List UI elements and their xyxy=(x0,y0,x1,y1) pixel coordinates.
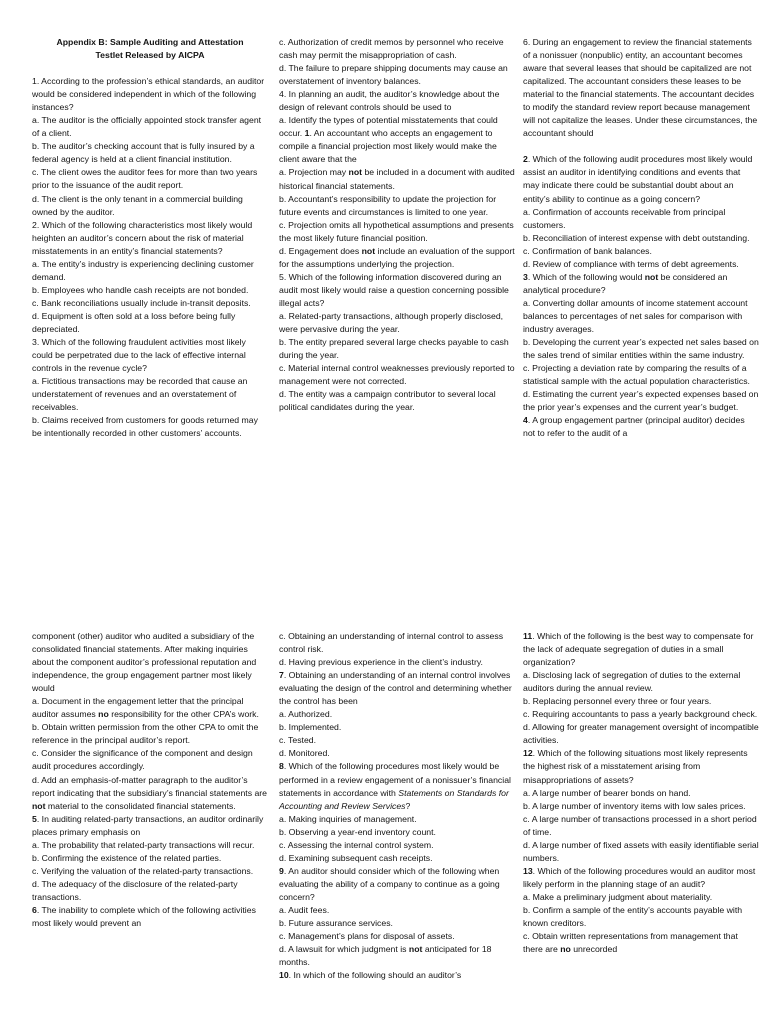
text-run: a. Making inquiries of management. xyxy=(279,813,417,824)
bold-text: 12 xyxy=(523,748,533,759)
text-run: d. Allowing for greater management oversight of incompatible activities. xyxy=(523,722,759,746)
text-run: b. Replacing personnel every three or four years. xyxy=(523,696,712,707)
text-line xyxy=(32,114,268,140)
text-line xyxy=(32,310,268,336)
text-run: c. The client owes the auditor fees for more than two years prior to the issuance of the audit report. xyxy=(32,167,258,191)
text-run: d. The entity was a campaign contributor to several local political candidates during the year. xyxy=(279,389,496,413)
text-run: d. Engagement does xyxy=(279,245,362,256)
text-line xyxy=(523,414,759,440)
bold-text: 3 xyxy=(523,271,528,282)
text-run: d. Review of compliance with terms of debt agreements. xyxy=(523,258,739,269)
text-line xyxy=(523,630,759,669)
text-line xyxy=(523,865,759,891)
text-line xyxy=(523,800,759,813)
text-run: a. Fictitious transactions may be recorded that cause an understatement of revenues and an overstatement of receivables. xyxy=(32,376,248,413)
bold-text: no xyxy=(560,944,571,955)
text-line xyxy=(279,852,515,865)
text-line xyxy=(32,219,268,258)
text-run: c. Bank reconciliations usually include in-transit deposits. xyxy=(32,297,251,308)
text-line xyxy=(523,297,759,336)
text-line xyxy=(279,166,515,192)
text-line xyxy=(279,630,515,656)
text-run: a. Document in the engagement letter that the principal auditor assumes xyxy=(32,696,244,720)
text-line xyxy=(523,695,759,708)
text-line xyxy=(32,774,268,813)
text-run: b. Reconciliation of interest expense with debt outstanding. xyxy=(523,232,750,243)
column-1-bottom xyxy=(32,630,268,930)
text-line xyxy=(32,375,268,414)
column-2-top xyxy=(279,36,515,414)
text-line xyxy=(32,813,268,839)
text-run: b. Employees who handle cash receipts are not bonded. xyxy=(32,284,249,295)
text-line xyxy=(32,193,268,219)
text-run: b. Confirm a sample of the entity’s accounts payable with known creditors. xyxy=(523,904,743,929)
text-run: b. Confirming the existence of the related parties. xyxy=(32,852,222,863)
text-run: d. The client is the only tenant in a commercial building owned by the auditor. xyxy=(32,193,243,217)
column-3-bottom xyxy=(523,630,759,956)
text-line xyxy=(523,245,759,258)
text-line xyxy=(523,708,759,721)
text-line xyxy=(32,297,268,310)
text-line xyxy=(523,388,759,414)
column-1-top xyxy=(32,36,268,440)
page-title: Appendix B: Sample Auditing and Attestation Testlet Released by AICPA xyxy=(56,37,244,61)
text-line xyxy=(279,734,515,747)
text-line xyxy=(32,630,268,695)
bold-text: not xyxy=(644,271,659,282)
text-run: b. Developing the current year’s expected net sales based on the sales trend of similar entities within the same industry. xyxy=(523,337,759,361)
text-line xyxy=(279,245,515,271)
text-run: d. The failure to prepare shipping documents may cause an overstatement of inventory balances. xyxy=(279,63,508,87)
text-run: d. Equipment is often sold at a loss before being fully depreciated. xyxy=(32,310,236,334)
text-line xyxy=(32,721,268,747)
text-line xyxy=(32,904,268,930)
text-run: b. The auditor’s checking account that is fully insured by a federal agency is held at a client financial institution. xyxy=(32,141,255,165)
text-line xyxy=(279,656,515,669)
text-run: a. Authorized. xyxy=(279,709,333,720)
bold-text: 8 xyxy=(279,761,284,772)
column-3-top xyxy=(523,36,759,440)
text-line xyxy=(32,414,268,440)
bold-text: not xyxy=(408,944,423,955)
text-run: component (other) auditor who audited a subsidiary of the consolidated financial statements. After making inquiries about the component auditor’s professional reputation and independence, the group engagement partner most likely would xyxy=(32,631,257,694)
text-line xyxy=(279,747,515,760)
text-run: . Which of the following would xyxy=(527,271,645,282)
text-run: material to the consolidated financial statements. xyxy=(45,800,236,811)
text-run: 3. Which of the following fraudulent activities most likely could be perpetrated due to the lack of effective internal controls in the revenue cycle? xyxy=(32,337,246,374)
text-line xyxy=(523,787,759,800)
text-line xyxy=(523,930,759,956)
column-1-bottom-text xyxy=(32,630,268,930)
text-line xyxy=(523,747,759,786)
text-line xyxy=(32,747,268,773)
text-run: . Obtaining an understanding of an internal control involves evaluating the design of the control and determining whether the control has been xyxy=(279,670,512,707)
text-line xyxy=(279,708,515,721)
text-run: 1. According to the profession’s ethical standards, an auditor would be considered independent in which of the following instances? xyxy=(32,76,265,113)
bold-text: 9 xyxy=(279,865,284,876)
text-line xyxy=(279,760,515,812)
text-run: b. Claims received from customers for goods returned may be intentionally recorded in other customers’ accounts. xyxy=(32,415,258,439)
bold-text: 10 xyxy=(279,970,289,981)
text-run: be considered an analytical procedure? xyxy=(523,271,728,295)
bold-text: 6 xyxy=(32,904,37,915)
text-line xyxy=(279,193,515,219)
text-run: c. Authorization of credit memos by personnel who receive cash may permit the misappropriation of cash. xyxy=(279,37,504,61)
text-run: anticipated for 18 months. xyxy=(279,944,492,968)
bold-text: not xyxy=(32,800,46,811)
text-line xyxy=(279,336,515,362)
text-line xyxy=(32,852,268,865)
text-run: . Which of the following situations most likely represents the highest risk of a misstatement arising from misappropriations of assets? xyxy=(523,748,748,785)
text-line xyxy=(279,62,515,88)
text-run: responsibility for the other CPA’s work. xyxy=(108,709,259,720)
text-line xyxy=(523,904,759,930)
text-run: c. Assessing the internal control system. xyxy=(279,839,434,850)
text-run: include an evaluation of the support for the assumptions underlying the projection. xyxy=(279,245,515,269)
text-run: c. Requiring accountants to pass a yearly background check. xyxy=(523,709,758,720)
text-line xyxy=(523,891,759,904)
text-run: d. Monitored. xyxy=(279,748,330,759)
text-line xyxy=(523,271,759,297)
text-run: a. A large number of bearer bonds on hand. xyxy=(523,787,691,798)
text-run: d. Estimating the current year’s expected expenses based on the prior year’s expenses and the current year’s budget. xyxy=(523,389,759,413)
text-run: . Which of the following is the best way to compensate for the lack of adequate segregation of duties in a small organization? xyxy=(523,631,754,668)
text-run: d. A large number of fixed assets with easily identifiable serial numbers. xyxy=(523,839,759,863)
text-run: b. Obtain written permission from the other CPA to omit the reference in the principal auditor’s report. xyxy=(32,722,259,746)
text-line xyxy=(523,813,759,839)
text-run: c. Obtain written representations from management that there are xyxy=(523,931,738,955)
column-3-top-text xyxy=(523,153,759,440)
text-run: a. Related-party transactions, although properly disclosed, were pervasive during the year. xyxy=(279,310,504,335)
bold-text: 13 xyxy=(523,865,533,876)
text-line xyxy=(279,826,515,839)
bold-text: not xyxy=(361,245,376,256)
text-run: be included in a document with audited historical financial statements. xyxy=(279,167,515,191)
text-run: b. Implemented. xyxy=(279,722,342,733)
text-run: a. Audit fees. xyxy=(279,904,330,915)
text-run: a. Confirmation of accounts receivable from principal customers. xyxy=(523,206,726,230)
text-run: ? xyxy=(405,800,411,811)
text-run: unrecorded xyxy=(570,944,618,955)
text-line xyxy=(279,669,515,708)
text-run: . An auditor should consider which of the following when evaluating the ability of a company to continue as a going concern? xyxy=(279,865,500,902)
text-line xyxy=(279,271,515,310)
text-line xyxy=(32,75,268,114)
text-line xyxy=(279,114,515,166)
text-run: 2. Which of the following characteristics most likely would heighten an auditor’s concern about the risk of material misstatements in an entity’s financial statements? xyxy=(32,219,253,256)
text-line xyxy=(279,839,515,852)
text-run: c. Obtaining an understanding of internal control to assess control risk. xyxy=(279,631,504,655)
text-line xyxy=(523,669,759,695)
bold-text: 7 xyxy=(279,670,284,681)
text-line xyxy=(279,943,515,969)
text-line xyxy=(32,865,268,878)
text-run: b. Future assurance services. xyxy=(279,918,393,929)
bold-text: 4 xyxy=(523,415,528,426)
text-run: c. Confirmation of bank balances. xyxy=(523,245,652,256)
text-run: b. The entity prepared several large checks payable to cash during the year. xyxy=(279,337,509,361)
text-line xyxy=(279,917,515,930)
text-run: a. Make a preliminary judgment about materiality. xyxy=(523,891,713,902)
text-run: d. Examining subsequent cash receipts. xyxy=(279,852,433,863)
text-line xyxy=(279,813,515,826)
column-2-top-text xyxy=(279,36,515,414)
text-line xyxy=(32,284,268,297)
text-line xyxy=(523,362,759,388)
text-run: b. A large number of inventory items with low sales prices. xyxy=(523,800,746,811)
text-run: a. The auditor is the officially appointed stock transfer agent of a client. xyxy=(32,115,262,139)
text-run: . A group engagement partner (principal auditor) decides not to refer to the audit of a xyxy=(523,415,745,439)
text-line xyxy=(523,153,759,205)
text-line xyxy=(523,721,759,747)
text-line xyxy=(279,388,515,414)
text-line xyxy=(523,336,759,362)
text-run: . In auditing related-party transactions, an auditor ordinarily places primary emphasis on xyxy=(32,813,264,837)
text-run: a. The entity’s industry is experiencing declining customer demand. xyxy=(32,258,254,282)
text-run: c. A large number of transactions processed in a short period of time. xyxy=(523,813,757,837)
text-run: a. The probability that related-party transactions will recur. xyxy=(32,839,255,850)
text-run: d. Add an emphasis-of-matter paragraph to the auditor’s report indicating that the subsidiary’s financial statements are xyxy=(32,774,268,798)
text-run: c. Projection omits all hypothetical assumptions and presents the most likely future financial position. xyxy=(279,219,514,243)
text-run: c. Consider the significance of the component and design audit procedures accordingly. xyxy=(32,748,253,772)
text-line xyxy=(279,362,515,388)
text-run: 5. Which of the following information discovered during an audit most likely would raise a question concerning possible illegal acts? xyxy=(279,271,509,308)
text-line xyxy=(32,140,268,166)
text-line xyxy=(279,930,515,943)
column-3-bottom-text xyxy=(523,630,759,956)
text-line xyxy=(523,258,759,271)
bold-text: not xyxy=(348,167,363,178)
text-run: d. The adequacy of the disclosure of the related-party transactions. xyxy=(32,878,238,902)
text-run: . The inability to complete which of the following activities most likely would prevent an xyxy=(32,904,256,929)
text-run: c. Projecting a deviation rate by comparing the results of a statistical sample with the actual population characteristics. xyxy=(523,363,750,387)
text-line xyxy=(523,206,759,232)
text-line xyxy=(279,904,515,917)
text-line xyxy=(32,839,268,852)
text-run: a. Projection may xyxy=(279,167,349,178)
text-run: c. Verifying the valuation of the related-party transactions. xyxy=(32,865,254,876)
text-line xyxy=(279,36,515,62)
text-line xyxy=(32,166,268,192)
text-run: . In which of the following should an auditor’s xyxy=(288,970,462,981)
text-run: . Which of the following procedures most likely would be performed in a review engagement of a nonissuer’s financial statements in accordance with xyxy=(279,761,511,798)
text-run: d. A lawsuit for which judgment is xyxy=(279,944,409,955)
text-run: d. Having previous experience in the client’s industry. xyxy=(279,657,483,668)
text-line xyxy=(523,232,759,245)
text-line xyxy=(32,258,268,284)
question-6-paragraph: 6. During an engagement to review the financial statements of a nonissuer (nonpublic) entity, an accountant becomes aware that several leases that should be capitalized are not capitalized. The accountant considers these leases to be material to the financial statements. The accountant decides to modify the standard review report because management will not capitalize the leases. Under these circumstances, the accountant should xyxy=(523,37,758,139)
text-run: b. Observing a year-end inventory count. xyxy=(279,826,436,837)
text-run: c. Material internal control weaknesses previously reported to management were not corrected. xyxy=(279,363,515,387)
column-1-top-text xyxy=(32,75,268,440)
text-run: b. Accountant’s responsibility to update the projection for future events and circumstances is limited to one year. xyxy=(279,193,497,217)
text-line xyxy=(279,721,515,734)
text-line xyxy=(279,219,515,245)
text-run: a. Converting dollar amounts of income statement account balances to percentages of net sales for comparison with industry averages. xyxy=(523,297,748,334)
bold-text: 11 xyxy=(523,631,533,641)
text-run: c. Management’s plans for disposal of assets. xyxy=(279,931,455,942)
text-run: c. Tested. xyxy=(279,735,317,746)
text-line xyxy=(32,695,268,721)
text-run: . Which of the following procedures would an auditor most likely perform in the planning stage of an audit? xyxy=(523,865,756,889)
bold-text: no xyxy=(98,709,109,720)
text-line xyxy=(279,865,515,904)
column-2-bottom-text xyxy=(279,630,515,982)
text-line xyxy=(32,336,268,375)
text-line xyxy=(279,310,515,336)
column-2-bottom xyxy=(279,630,515,982)
text-line xyxy=(523,839,759,865)
text-line xyxy=(279,969,515,982)
text-run: . An accountant who accepts an engagement to compile a financial projection most likely would make the client aware that the xyxy=(279,128,497,165)
text-run: a. Identify the types of potential misstatements that could occur. xyxy=(279,115,498,139)
bold-text: 1 xyxy=(304,128,310,139)
italic-text: Statements on Standards for Accounting and Review Services xyxy=(279,787,509,811)
text-line xyxy=(32,878,268,904)
text-run: a. Disclosing lack of segregation of duties to the external auditors during the annual review. xyxy=(523,670,741,694)
paragraph-gap xyxy=(523,140,759,153)
text-line xyxy=(279,88,515,114)
text-run: 4. In planning an audit, the auditor’s knowledge about the design of relevant controls should be used to xyxy=(279,89,500,113)
bold-text: 5 xyxy=(32,813,37,824)
text-run: . Which of the following audit procedures most likely would assist an auditor in identifying conditions and events that may indicate there could be substantial doubt about an entity’s ability to continue as a going concern? xyxy=(523,154,753,204)
bold-text: 2 xyxy=(523,154,528,165)
